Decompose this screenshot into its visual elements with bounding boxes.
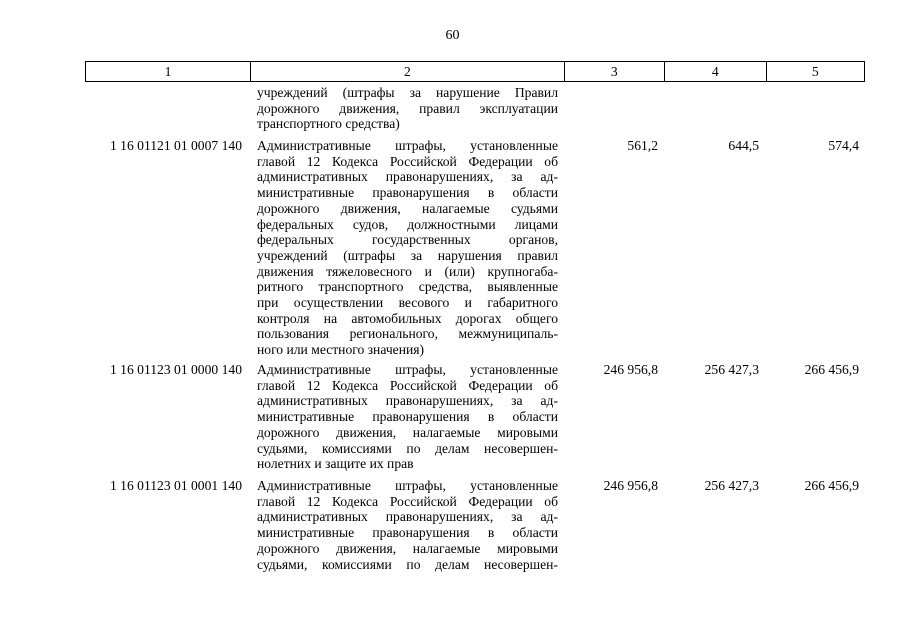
row-description <box>257 85 558 132</box>
row-value-col-3: 561,2 <box>627 138 658 153</box>
row-value-col-3: 246 956,8 <box>603 362 658 377</box>
row-code: 1 16 01123 01 0001 140 <box>109 478 242 493</box>
desc-line: дорожного движения, налагаемые мировыми <box>257 424 558 440</box>
header-col-5: 5 <box>811 64 819 79</box>
row-value-col-5: 574,4 <box>828 138 859 153</box>
row-value-col-4: 644,5 <box>728 138 759 153</box>
desc-line: главой 12 Кодекса Российской Федерации об <box>257 493 558 509</box>
desc-line: при осуществлении весового и габаритного <box>257 295 558 311</box>
desc-line: учреждений (штрафы за нарушения правил <box>257 247 558 263</box>
desc-line: дорожного движения, налагаемые мировыми <box>257 540 558 556</box>
row-description <box>257 362 558 472</box>
header-col-4: 4 <box>665 62 766 81</box>
row-value-col-4: 256 427,3 <box>704 478 759 493</box>
desc-line: движения тяжеловесного и (или) крупногаба- <box>257 263 558 279</box>
row-value-col-4: 256 427,3 <box>704 362 759 377</box>
desc-line: судьями, комиссиями по делам несовершен- <box>257 440 558 456</box>
desc-line: административных правонарушениях, за ад- <box>257 393 558 409</box>
row-code: 1 16 01121 01 0007 140 <box>109 138 242 153</box>
desc-line: пользования регионального, межмуниципаль- <box>257 326 558 342</box>
desc-line: контроля на автомобильных дорогах общего <box>257 310 558 326</box>
desc-line: судьями, комиссиями по делам несовершен- <box>257 556 558 572</box>
header-col-1: 1 <box>86 62 251 81</box>
header-col-3: 3 <box>565 62 665 81</box>
desc-line: Административные штрафы, установленные <box>257 138 558 153</box>
desc-line: федеральных государственных органов, <box>257 232 558 248</box>
desc-line: нолетних и защите их прав <box>257 456 414 472</box>
table-header <box>85 61 865 82</box>
header-col-2: 2 <box>251 62 564 81</box>
page-number: 60 <box>445 28 460 43</box>
desc-line: ного или местного значения) <box>257 342 425 358</box>
desc-line: министративные правонарушения в области <box>257 525 558 541</box>
desc-line: главой 12 Кодекса Российской Федерации об <box>257 377 558 393</box>
desc-line: административных правонарушениях, за ад- <box>257 169 558 185</box>
desc-line: федеральных судов, должностными лицами <box>257 216 558 232</box>
desc-line: дорожного движения, налагаемые судьями <box>257 200 558 216</box>
row-description <box>257 478 558 572</box>
desc-line: транспортного средства) <box>257 116 400 132</box>
desc-line: ритного транспортного средства, выявленные <box>257 279 558 295</box>
desc-line: Административные штрафы, установленные <box>257 478 558 493</box>
desc-line: дорожного движения, правил эксплуатации <box>257 100 558 116</box>
row-value-col-3: 246 956,8 <box>603 478 658 493</box>
desc-line: учреждений (штрафы за нарушение Правил <box>257 85 558 100</box>
desc-line: министративные правонарушения в области <box>257 185 558 201</box>
desc-line: Административные штрафы, установленные <box>257 362 558 377</box>
desc-line: министративные правонарушения в области <box>257 409 558 425</box>
row-description <box>257 138 558 358</box>
row-value-col-5: 266 456,9 <box>804 362 859 377</box>
row-value-col-5: 266 456,9 <box>804 478 859 493</box>
desc-line: главой 12 Кодекса Российской Федерации об <box>257 153 558 169</box>
desc-line: административных правонарушениях, за ад- <box>257 509 558 525</box>
row-code: 1 16 01123 01 0000 140 <box>109 362 242 377</box>
